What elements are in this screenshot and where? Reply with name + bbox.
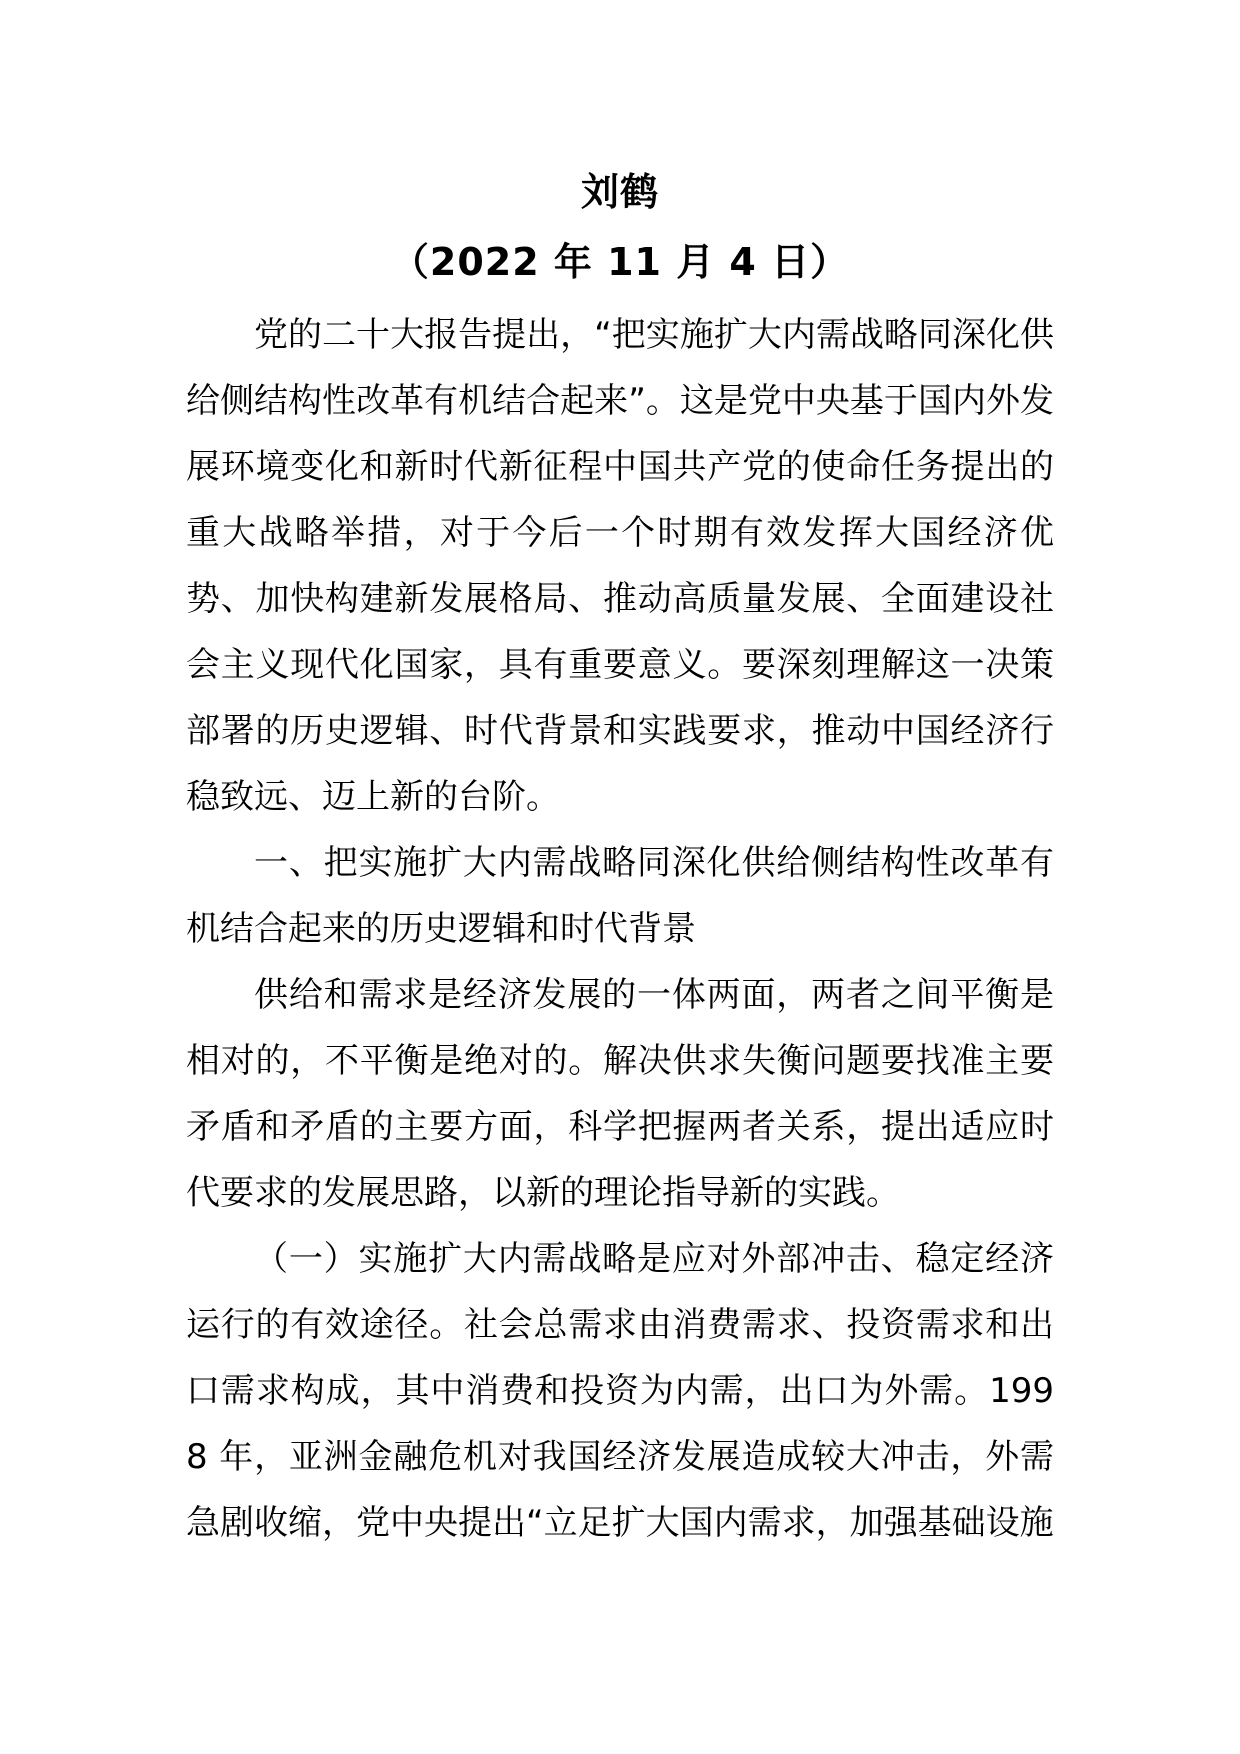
- article-body: [186, 302, 1054, 1556]
- publication-date: （2022 年 11 月 4 日）: [390, 240, 850, 284]
- section-heading-1: 一、把实施扩大内需战略同深化供给侧结构性改革有机结合起来的历史逻辑和时代背景: [186, 843, 1054, 949]
- author-name: 刘鹤: [580, 170, 659, 214]
- paragraph-supply-demand: 供给和需求是经济发展的一体两面，两者之间平衡是相对的，不平衡是绝对的。解决供求失衡问题要找准主要矛盾和矛盾的主要方面，科学把握两者关系，提出适应时代要求的发展思路，以新的理论指导新的实践。: [186, 975, 1054, 1213]
- paragraph-subsection-1: （一）实施扩大内需战略是应对外部冲击、稳定经济运行的有效途径。社会总需求由消费需求、投资需求和出口需求构成，其中消费和投资为内需，出口为外需。1998 年，亚洲金融危机对我国经济发展造成较大冲击，外需急剧收缩，党中央提出“立足扩大国内需求，加强基础设施: [186, 1239, 1054, 1543]
- paragraph-intro: 党的二十大报告提出，“把实施扩大内需战略同深化供给侧结构性改革有机结合起来”。这是党中央基于国内外发展环境变化和新时代新征程中国共产党的使命任务提出的重大战略举措，对于今后一个时期有效发挥大国经济优势、加快构建新发展格局、推动高质量发展、全面建设社会主义现代化国家，具有重要意义。要深刻理解这一决策部署的历史逻辑、时代背景和实践要求，推动中国经济行稳致远、迈上新的台阶。: [186, 315, 1054, 817]
